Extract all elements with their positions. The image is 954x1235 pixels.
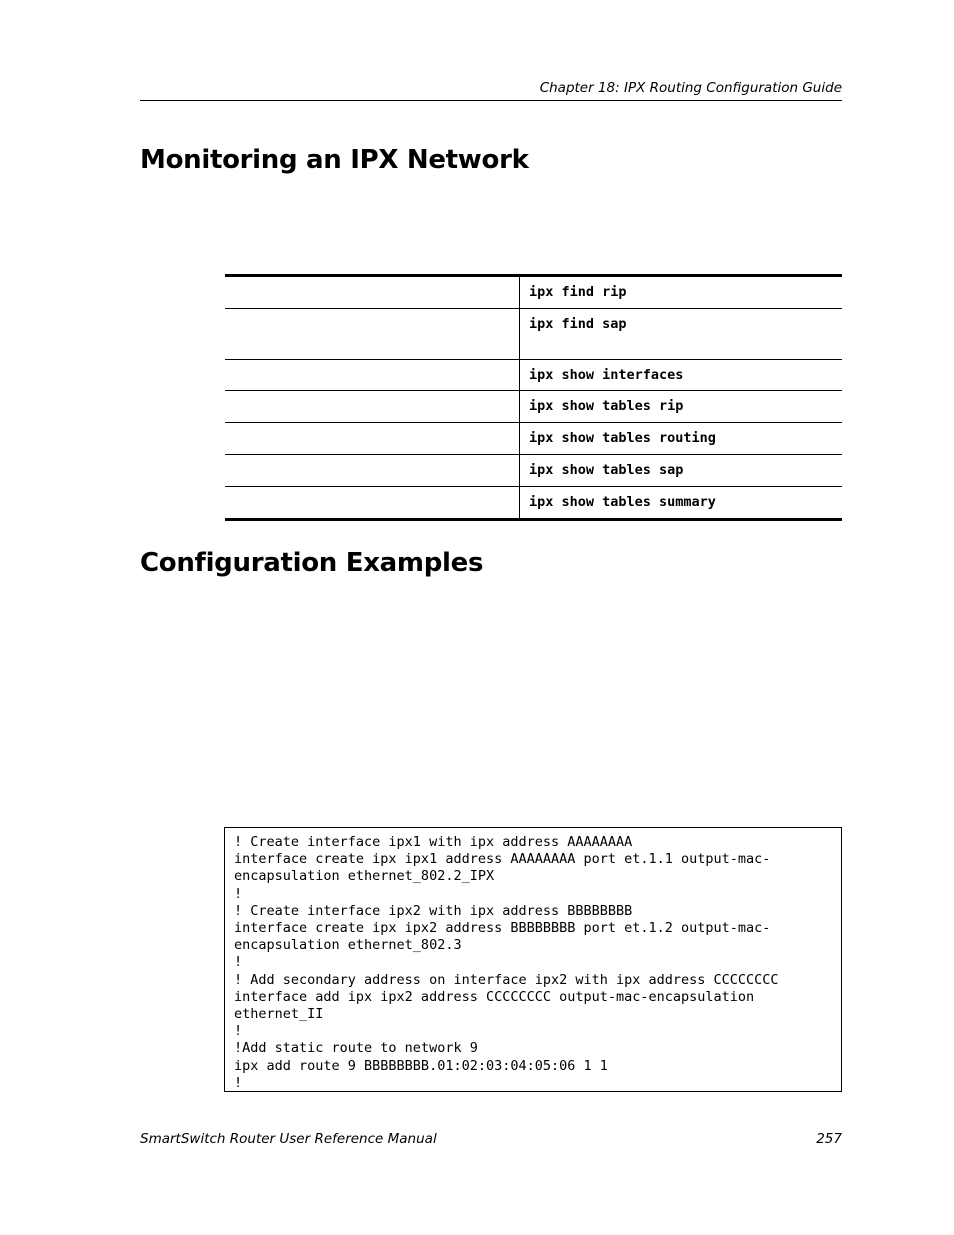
code-line: ! Create interface ipx2 with ipx address BBBBBBBB [234,902,633,919]
code-line: ! Add secondary address on interface ipx2 with ipx address CCCCCCCC [234,971,779,988]
command-cell: ipx show tables sap [520,455,843,487]
command-cell: ipx show interfaces [520,360,843,391]
code-line: interface add ipx ipx2 address CCCCCCCC output-mac-encapsulation [234,988,755,1005]
code-line: encapsulation ethernet_802.2_IPX [234,868,495,885]
table-row [225,309,842,360]
command-cell: ipx show tables routing [520,423,843,455]
command-description [225,455,520,487]
code-line: ! [234,1023,243,1040]
table-row [225,360,842,391]
code-line: interface create ipx ipx1 address AAAAAAAA port et.1.1 output-mac- [234,851,771,868]
command-description [225,276,520,309]
code-line: ipx add route 9 BBBBBBBB.01:02:03:04:05:06 1 1 [234,1057,608,1074]
code-line: encapsulation ethernet_802.3 [234,937,462,954]
code-line: ! [234,954,243,971]
table-row [225,423,842,455]
table-row [225,455,842,487]
code-line: ! [234,1074,243,1091]
code-line: ! [234,885,243,902]
code-line: ! Create interface ipx1 with ipx address AAAAAAAA [234,834,633,850]
command-description [225,360,520,391]
footer-manual-title: SmartSwitch Router User Reference Manual [140,1131,437,1147]
chapter-title: Chapter 18: IPX Routing Configuration Guide [539,80,842,96]
command-cell: ipx show tables rip [520,391,843,423]
table-row [225,276,842,309]
command-description [225,487,520,520]
code-line: !Add static route to network 9 [234,1040,478,1057]
table-row [225,487,842,520]
command-description [225,391,520,423]
section-title-configuration: Configuration Examples [140,548,484,578]
code-line: ethernet_II [234,1006,324,1023]
page-header [140,78,842,101]
commands-table [225,274,842,521]
command-description [225,309,520,360]
command-cell: ipx show tables summary [520,487,843,520]
command-cell: ipx find sap [520,309,843,360]
table-row [225,391,842,423]
code-example-box [224,827,842,1092]
section-title-monitoring: Monitoring an IPX Network [140,145,529,175]
footer-page-number: 257 [816,1131,842,1147]
command-cell: ipx find rip [520,276,843,309]
command-description [225,423,520,455]
code-line: interface create ipx ipx2 address BBBBBBBB port et.1.2 output-mac- [234,920,771,937]
